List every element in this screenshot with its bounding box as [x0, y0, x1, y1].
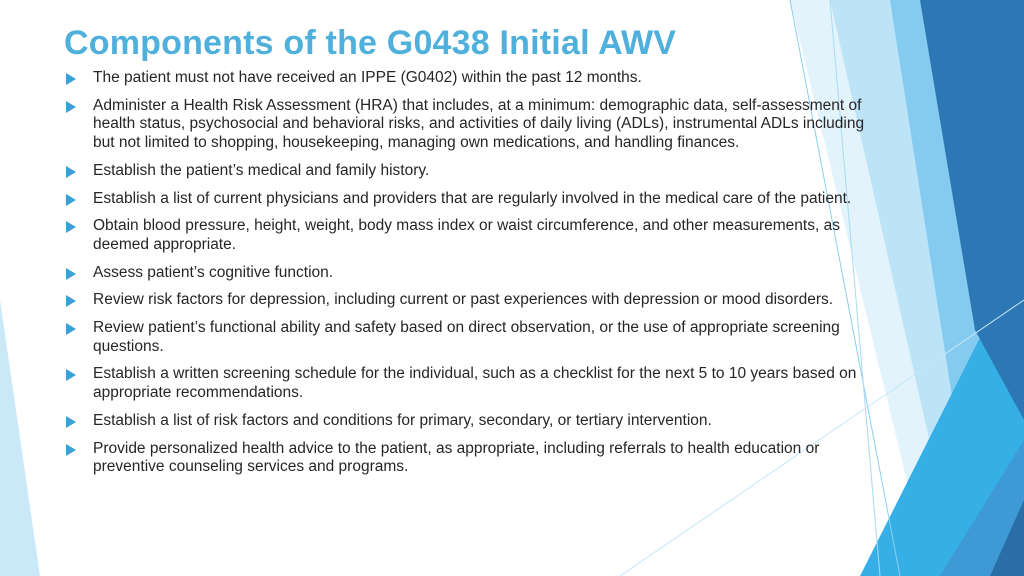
bullet-list: [66, 69, 874, 486]
bullet-arrow-icon: [66, 73, 76, 85]
bullet-text: Establish a list of risk factors and conditions for primary, secondary, or tertiary intervention.: [93, 411, 712, 429]
bullet-item-risk-factors: [66, 412, 874, 431]
bullet-text: Establish a list of current physicians and providers that are regularly involved in the medical care of the patient.: [93, 189, 852, 207]
bullet-item-depression: [66, 291, 874, 310]
bullet-item-functional: [66, 319, 874, 356]
bullet-arrow-icon: [66, 444, 76, 456]
bullet-arrow-icon: [66, 323, 76, 335]
bullet-arrow-icon: [66, 295, 76, 307]
bullet-item-measurements: [66, 217, 874, 254]
bullet-item-ippe: [66, 69, 874, 88]
bullet-text: Obtain blood pressure, height, weight, body mass index or waist circumference, and other measurements, as deemed appropriate.: [93, 217, 840, 253]
bullet-arrow-icon: [66, 369, 76, 381]
bullet-text: Review patient’s functional ability and safety based on direct observation, or the use of appropriate screening questions.: [93, 319, 840, 355]
bullet-arrow-icon: [66, 101, 76, 113]
bullet-arrow-icon: [66, 221, 76, 233]
bullet-item-hra: [66, 97, 874, 153]
bullet-text: Provide personalized health advice to the patient, as appropriate, including referrals to health education or preventive counseling services and programs.: [93, 439, 820, 476]
bullet-text: Establish the patient’s medical and family history.: [93, 161, 430, 179]
bullet-item-cognitive: [66, 264, 874, 283]
bullet-text: The patient must not have received an IPPE (G0402) within the past 12 months.: [93, 69, 642, 86]
bullet-arrow-icon: [66, 166, 76, 178]
left-edge-sliver: [0, 300, 40, 576]
bullet-item-screening-schedule: [66, 365, 874, 402]
bullet-text: Administer a Health Risk Assessment (HRA) that includes, at a minimum: demographic data, self-assessment of health status, psychosocial and behavioral risks, and activities of daily living (ADLs), instrumental ADLs including but not limited to shopping, housekeeping, managing own medications, and handling finances.: [93, 96, 865, 152]
bullet-text: Establish a written screening schedule for the individual, such as a checklist for the next 5 to 10 years based on appropriate recommendations.: [93, 365, 857, 402]
bullet-item-health-advice: [66, 440, 874, 477]
bullet-item-history: [66, 162, 874, 181]
bullet-arrow-icon: [66, 268, 76, 280]
slide-title: Components of the G0438 Initial AWV: [64, 24, 677, 62]
bullet-text: Review risk factors for depression, including current or past experiences with depression or mood disorders.: [93, 291, 834, 309]
bullet-arrow-icon: [66, 416, 76, 428]
bullet-arrow-icon: [66, 194, 76, 206]
bullet-item-providers: [66, 190, 874, 209]
bullet-text: Assess patient’s cognitive function.: [93, 263, 334, 281]
